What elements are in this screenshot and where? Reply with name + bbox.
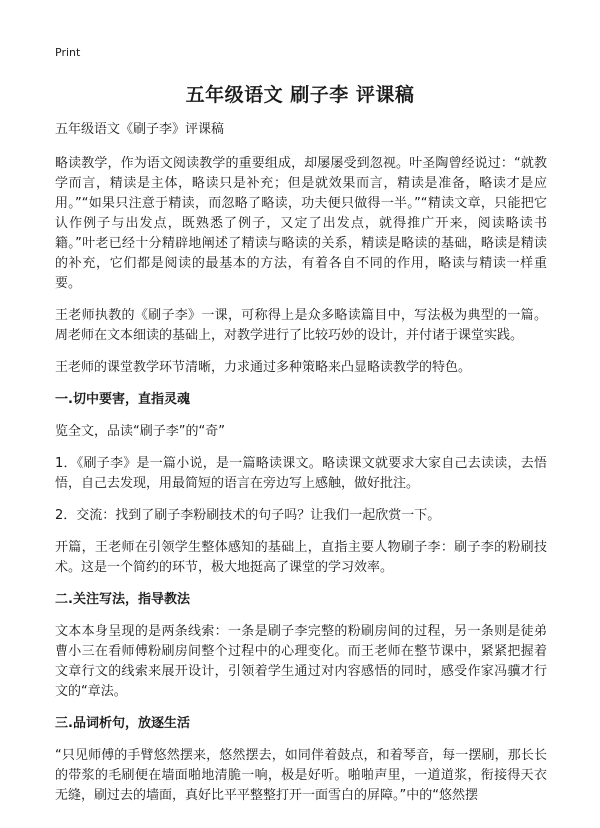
paragraph-teaching-steps: 王老师的课堂教学环节清晰，力求通过多种策略来凸显略读教学的特色。 [55, 360, 472, 375]
paragraph-lesson-overview: 王老师执教的《刷子李》一课，可称得上是众多略读篇目中，写法极为典型的一篇。周老师在文本细读的基础上，对教学进行了比较巧妙的设计，并付诸于课堂实践。 [55, 308, 547, 343]
document-body [55, 120, 547, 818]
paragraph-opening-comment: 开篇，王老师在引领学生整体感知的基础上，直指主要人物刷子李：刷子李的粉刷技术。这是一个简约的环节，极大地挺高了课堂的学习效率。 [55, 540, 547, 575]
paragraph-quote: “只见师傅的手臂悠然摆来，悠然摆去，如同伴着鼓点，和着琴音，每一摆刷，那长长的带浆的毛刷便在墙面啪地清脆一响，极是好听。啪啪声里，一道道浆，衔接得天衣无缝，刷过去的墙面，真好比平平整整打开一面雪白的屏障。”中的“悠然摆 [55, 748, 547, 803]
section-heading-2: 二.关注写法，指导教法 [55, 592, 190, 607]
paragraph-item-2: 2．交流：找到了刷子李粉刷技术的句子吗？让我们一起欣赏一下。 [55, 508, 441, 523]
print-label: Print [55, 46, 81, 59]
section-heading-1: 一.切中要害，直指灵魂 [55, 392, 190, 407]
document-subtitle: 五年级语文《刷子李》评课稿 [55, 122, 225, 137]
paragraph-read-full-text: 览全文，品读“刷子李”的“奇” [55, 424, 225, 439]
paragraph-item-1: 1．《刷子李》是一篇小说，是一篇略读课文。略读课文就要求大家自己去读读，去悟悟，自己去发现，用最简短的语言在旁边写上感触，做好批注。 [55, 456, 547, 491]
document-title: 五年级语文 刷子李 评课稿 [185, 84, 415, 106]
paragraph-writing-method: 文本本身呈现的是两条线索：一条是刷子李完整的粉刷房间的过程，另一条则是徒弟曹小三在看师傅粉刷房间整个过程中的心理变化。而王老师在整节课中，紧紧把握着文章行文的线索来展开设计，引领着学生通过对内容感悟的同时，感受作家冯骥才行文的“章法。 [55, 624, 547, 699]
section-heading-3: 三.品词析句，放逐生活 [55, 716, 190, 731]
paragraph-intro: 略读教学，作为语文阅读教学的重要组成，却屡屡受到忽视。叶圣陶曾经说过：“就教学而言，精读是主体，略读只是补充；但是就效果而言，精读是准备，略读才是应用。”“如果只注意于精读，而忽略了略读，功夫便只做得一半。”“精读文章，只能把它认作例子与出发点，既熟悉了例子，又定了出发点，就得推广开来，阅读略读书籍。”叶老已经十分精辟地阐述了精读与略读的关系，精读是略读的基础，略读是精读的补充，它们都是阅读的最基本的方法，有着各自不同的作用，略读与精读一样重要。 [55, 156, 547, 291]
